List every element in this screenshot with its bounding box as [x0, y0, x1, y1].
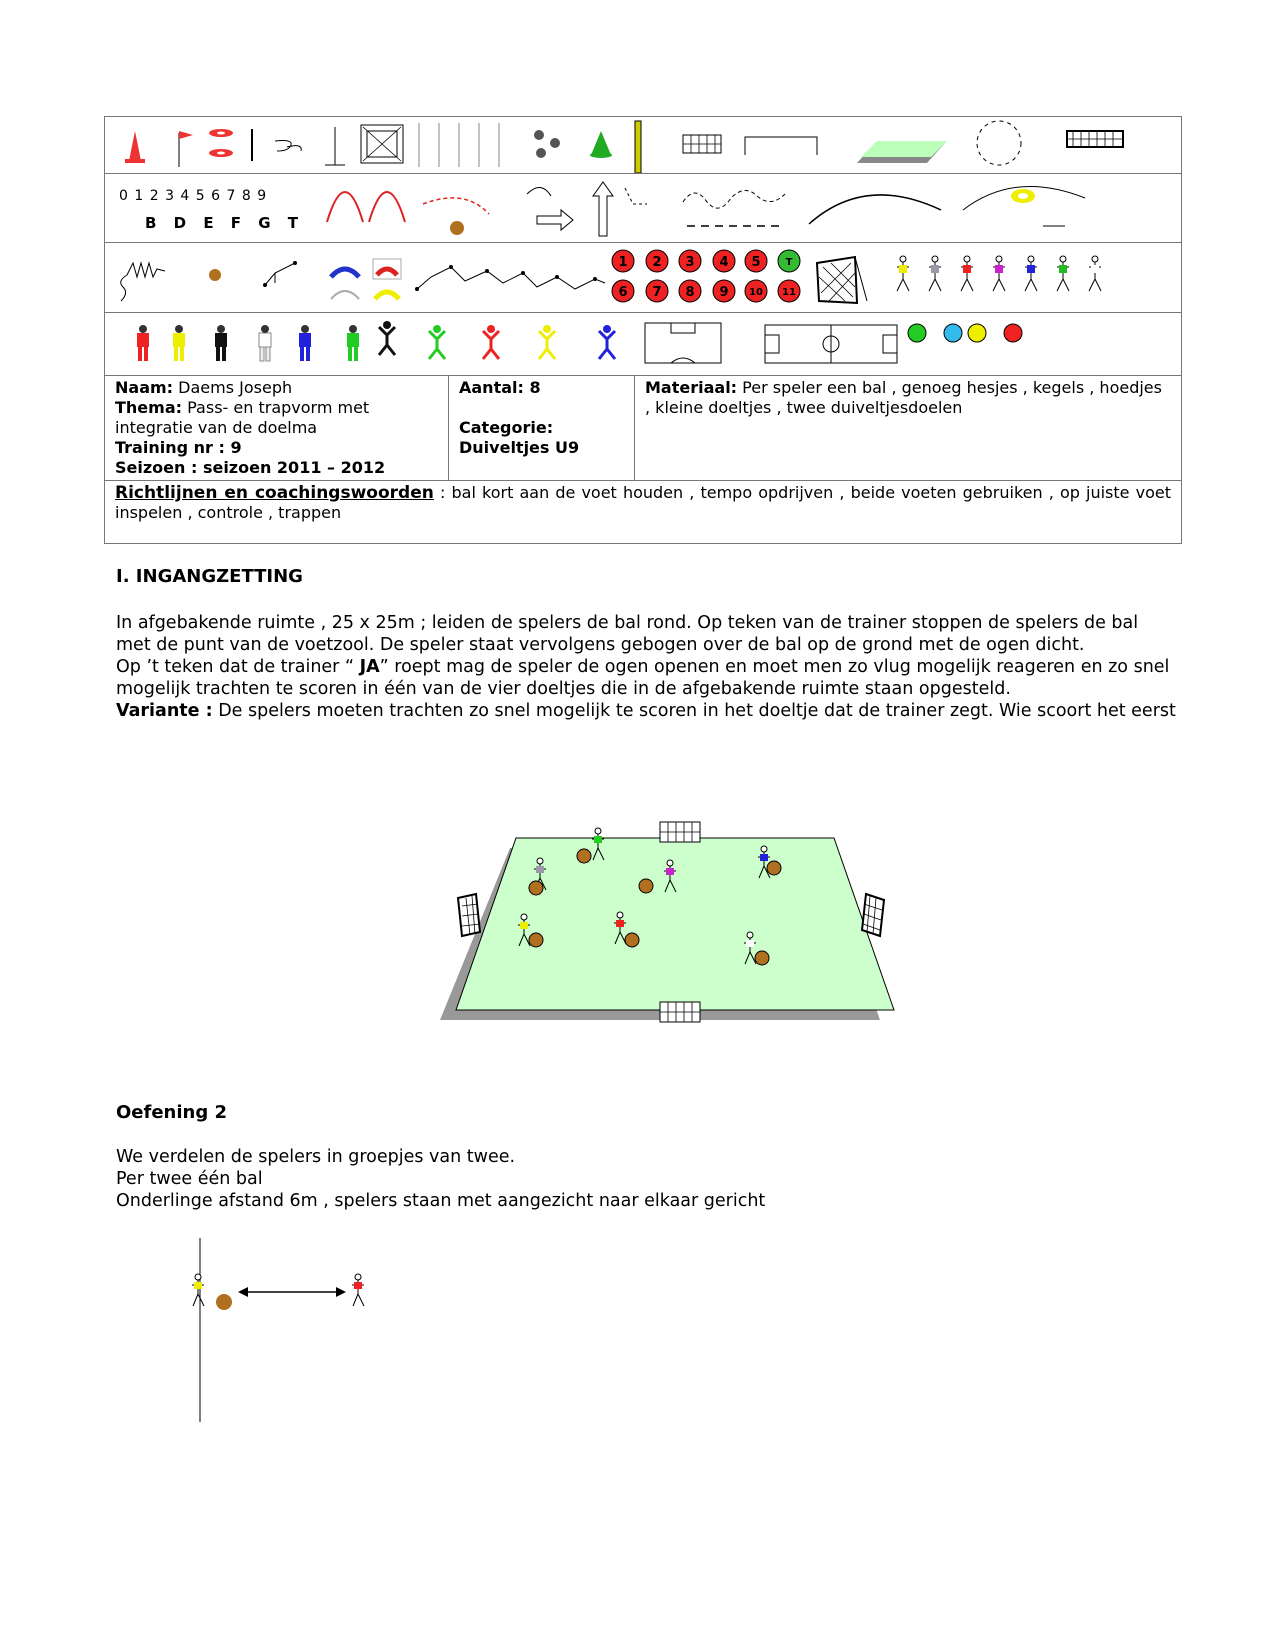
materiaal-label: Materiaal:	[645, 378, 738, 397]
hoops-icon	[331, 259, 401, 299]
rope-icon	[275, 141, 301, 152]
variante-label: Variante :	[116, 701, 213, 721]
section1-p2-c: ” roept mag de speler de ogen openen en moet men zo vlug mogelijk reageren en zo snel mogelijk trachten te scoren in één van de vier doeltjes die in de afgebakende ruimte staan opgesteld.	[116, 657, 1170, 699]
hurdle-icon	[325, 127, 345, 165]
num-T: T	[785, 257, 793, 268]
dribble-icon	[121, 263, 165, 301]
square-zone-icon	[361, 125, 403, 163]
goal-bottom-icon	[660, 1002, 700, 1022]
seizoen-label: Seizoen : seizoen 2011 – 2012	[115, 458, 386, 477]
rebound-net-icon	[817, 257, 867, 303]
player-yellow-icon	[192, 1274, 204, 1306]
hurdles-row-icon	[415, 265, 605, 291]
full-field-icon	[765, 325, 897, 363]
section1-variante	[116, 700, 1176, 722]
section1-p2-ja: JA	[359, 657, 380, 677]
info-table	[104, 376, 1182, 544]
equipment-icons	[105, 117, 1181, 173]
red-arc-arrow-icon	[327, 192, 405, 222]
richtlijnen-label: Richtlijnen en coachingswoorden	[115, 483, 434, 503]
symbol-row-4	[105, 313, 1181, 376]
symbol-palette	[104, 116, 1182, 376]
symbol-row-2	[105, 174, 1181, 243]
num-8: 8	[685, 285, 695, 300]
kit-icons	[105, 313, 1181, 375]
num-11: 11	[782, 287, 796, 298]
section2-line3: Onderlinge afstand 6m , spelers staan met aangezicht naar elkaar gericht	[116, 1191, 766, 1211]
turn-arrow-icon	[527, 187, 573, 230]
num-6: 6	[618, 285, 628, 300]
big-goal-icon	[1067, 131, 1123, 147]
player-icons	[105, 243, 1181, 311]
flag-icon	[179, 131, 193, 167]
richtlijnen-row	[105, 480, 1181, 525]
field-plane-icon	[857, 141, 947, 163]
section1-p1: In afgebakende ruimte , 25 x 25m ; leiden de spelers de bal rond. Op teken van de trainer stoppen de spelers de bal met de punt van de voetzool. De speler staat vervolgens gebogen over de bal op de grond met de ogen dicht.	[116, 613, 1139, 655]
kits-row-icon	[137, 325, 359, 361]
num-2: 2	[652, 255, 662, 270]
pass-diagram	[180, 1236, 400, 1426]
player-red-icon	[352, 1274, 364, 1306]
aantal-label: Aantal: 8	[459, 378, 541, 397]
yellow-pole-icon	[635, 121, 641, 173]
balls-icon	[534, 130, 560, 158]
num-9: 9	[719, 285, 729, 300]
num-4: 4	[719, 255, 729, 270]
poles-row-icon	[419, 123, 499, 167]
cone-icon	[125, 131, 145, 163]
info-col-aantal	[449, 376, 635, 480]
goal-frame-icon	[745, 137, 817, 155]
dash-arrow-icon	[625, 188, 647, 204]
num-3: 3	[685, 255, 695, 270]
thema-label: Thema:	[115, 398, 183, 417]
section1-p2	[116, 656, 1176, 700]
goal-right-icon	[862, 894, 884, 936]
num-1: 1	[618, 255, 628, 270]
categorie-value: Duiveltjes U9	[459, 438, 580, 457]
thema-value: Pass- en trapvorm met integratie van de doelma	[115, 398, 370, 437]
section2-line2: Per twee één bal	[116, 1169, 263, 1189]
wave-dash-icon	[683, 190, 785, 226]
num-7: 7	[652, 285, 662, 300]
section2-title: Oefening 2	[116, 1102, 228, 1123]
ball-icon	[209, 269, 221, 281]
richtlijnen-value: : bal kort aan de voet houden , tempo opdrijven , beide voeten gebruiken , op juiste voet inspelen , controle , trappen	[115, 483, 1171, 522]
symbol-row-1	[105, 117, 1181, 174]
double-arrow-icon	[238, 1287, 346, 1297]
target-icon	[963, 186, 1085, 226]
section1-p2-a: Op ’t teken dat de trainer “	[116, 657, 360, 677]
stickmen-row-icon	[897, 256, 1101, 291]
curve-arrow-icon	[809, 195, 941, 224]
materiaal-value: Per speler een bal , genoeg hesjes , kegels , hoedjes , kleine doeltjes , twee duiveltjesdoelen	[645, 378, 1162, 417]
section1-title: I. INGANGZETTING	[116, 566, 303, 587]
num-5: 5	[751, 255, 761, 270]
field-diagram	[440, 820, 900, 1040]
goalkeepers-row-icon	[379, 321, 615, 359]
goal-top-icon	[660, 822, 700, 842]
info-col-naam	[105, 376, 449, 480]
movement-icons	[305, 174, 1181, 242]
half-field-icon	[645, 323, 721, 363]
hurdle-small-icon	[263, 261, 297, 287]
disc-cone-icon	[209, 129, 233, 157]
red-pass-arrow-icon	[423, 198, 489, 235]
naam-label: Naam:	[115, 378, 174, 397]
ball-icon	[216, 1294, 232, 1310]
variante-text: De spelers moeten trachten zo snel mogelijk te scoren in het doeltje dat de trainer zegt. Wie scoort het eerst	[212, 701, 1176, 721]
digits-label: 0 1 2 3 4 5 6 7 8 9	[119, 188, 268, 204]
symbol-row-3	[105, 243, 1181, 313]
num-10: 10	[749, 287, 763, 298]
green-cone-icon	[590, 131, 612, 158]
circle-zone-icon	[977, 121, 1021, 165]
training-label: Training nr : 9	[115, 438, 242, 457]
info-col-materiaal	[635, 376, 1181, 480]
smileys-icon	[908, 324, 1022, 342]
naam-value: Daems Joseph	[178, 378, 293, 397]
up-arrow-icon	[593, 182, 613, 236]
section2-body	[116, 1146, 1176, 1212]
letters-label: B D E F G T	[145, 214, 305, 232]
section2-line1: We verdelen de spelers in groepjes van twee.	[116, 1147, 516, 1167]
categorie-label: Categorie:	[459, 418, 554, 437]
goal-small-icon	[683, 135, 721, 153]
numbered-players	[612, 250, 800, 302]
goal-left-icon	[458, 894, 480, 936]
section1-body	[116, 612, 1176, 722]
